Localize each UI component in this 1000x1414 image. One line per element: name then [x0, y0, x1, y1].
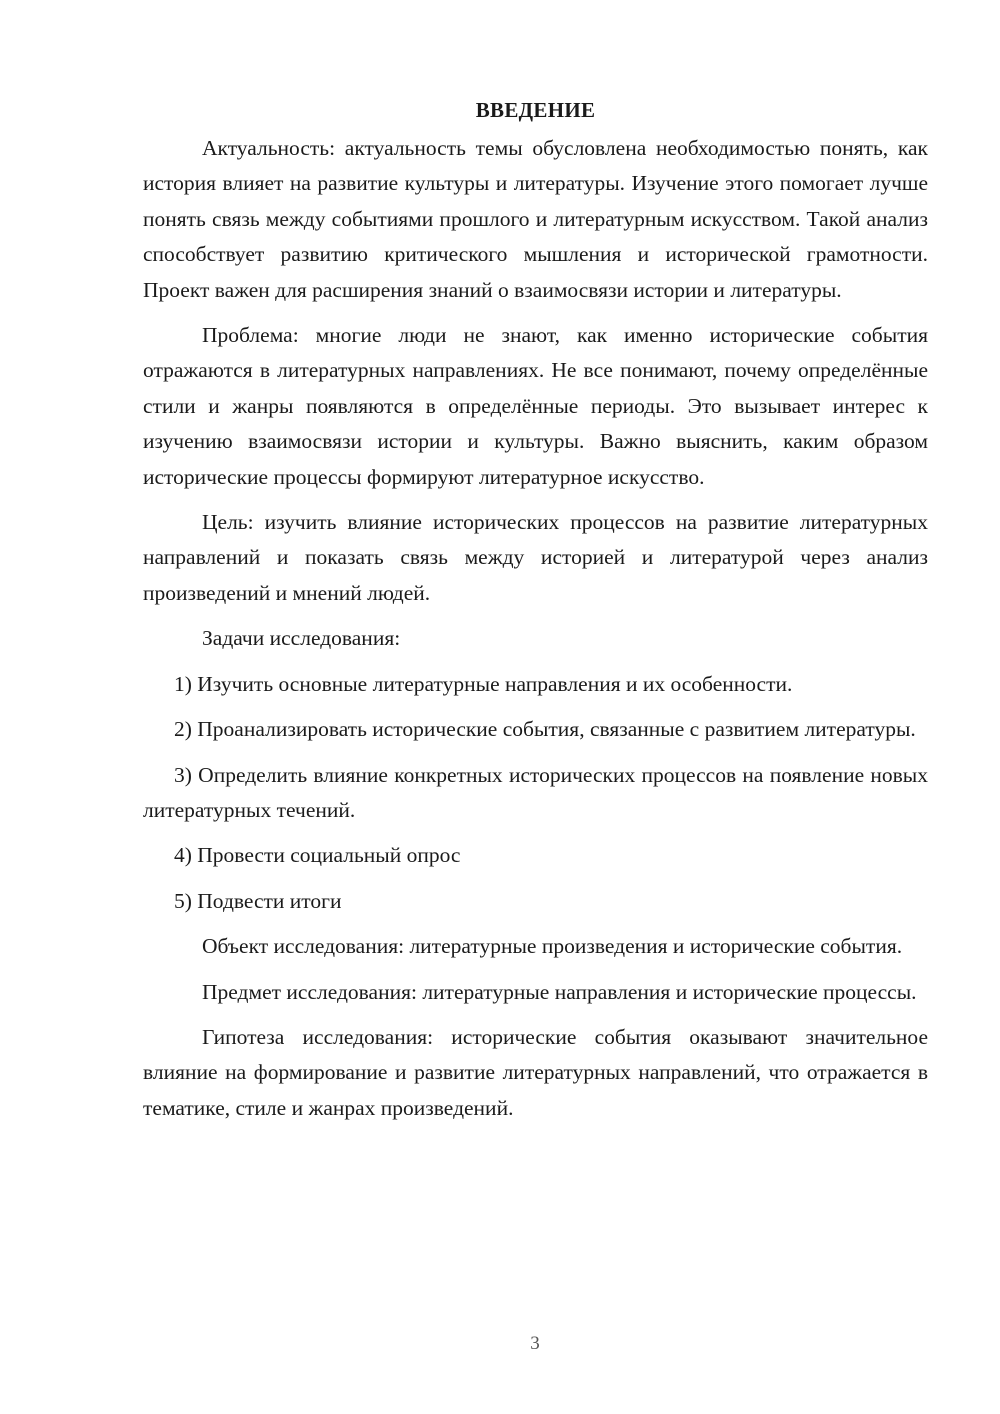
document-page	[143, 95, 928, 1136]
task-item-3: 3) Определить влияние конкретных исторических процессов на появление новых литературных течений.	[143, 762, 928, 822]
task-item-5: 5) Подвести итоги	[174, 888, 342, 913]
paragraph-object: Объект исследования: литературные произведения и исторические события.	[202, 934, 903, 959]
paragraph-goal: Цель: изучить влияние исторических процессов на развитие литературных направлений и показать связь между историей и литературой через анализ произведений и мнений людей.	[143, 510, 928, 605]
page-title: ВВЕДЕНИЕ	[475, 98, 596, 122]
paragraph-problem: Проблема: многие люди не знают, как именно исторические события отражаются в литературных направлениях. Не все понимают, почему определённые стили и жанры появляются в определённые периоды. Это вызывает интерес к изучению взаимосвязи истории и культуры. Важно выяснить, каким образом исторические процессы формируют литературное искусство.	[143, 323, 928, 489]
task-item-1: 1) Изучить основные литературные направления и их особенности.	[174, 671, 793, 696]
tasks-heading: Задачи исследования:	[202, 626, 401, 651]
paragraph-subject: Предмет исследования: литературные направления и исторические процессы.	[202, 979, 917, 1004]
paragraph-hypothesis: Гипотеза исследования: исторические события оказывают значительное влияние на формирование и развитие литературных направлений, что отражается в тематике, стиле и жанрах произведений.	[143, 1024, 928, 1120]
page-number: 3	[530, 1333, 540, 1354]
task-item-4: 4) Провести социальный опрос	[174, 843, 461, 868]
task-item-2: 2) Проанализировать исторические события, связанные с развитием литературы.	[174, 717, 916, 742]
paragraph-relevance: Актуальность: актуальность темы обусловлена необходимостью понять, как история влияет на развитие культуры и литературы. Изучение этого помогает лучше понять связь между событиями прошлого и литературным искусством. Такой анализ способствует развитию критического мышления и исторической грамотности. Проект важен для расширения знаний о взаимосвязи истории и литературы.	[143, 136, 928, 302]
